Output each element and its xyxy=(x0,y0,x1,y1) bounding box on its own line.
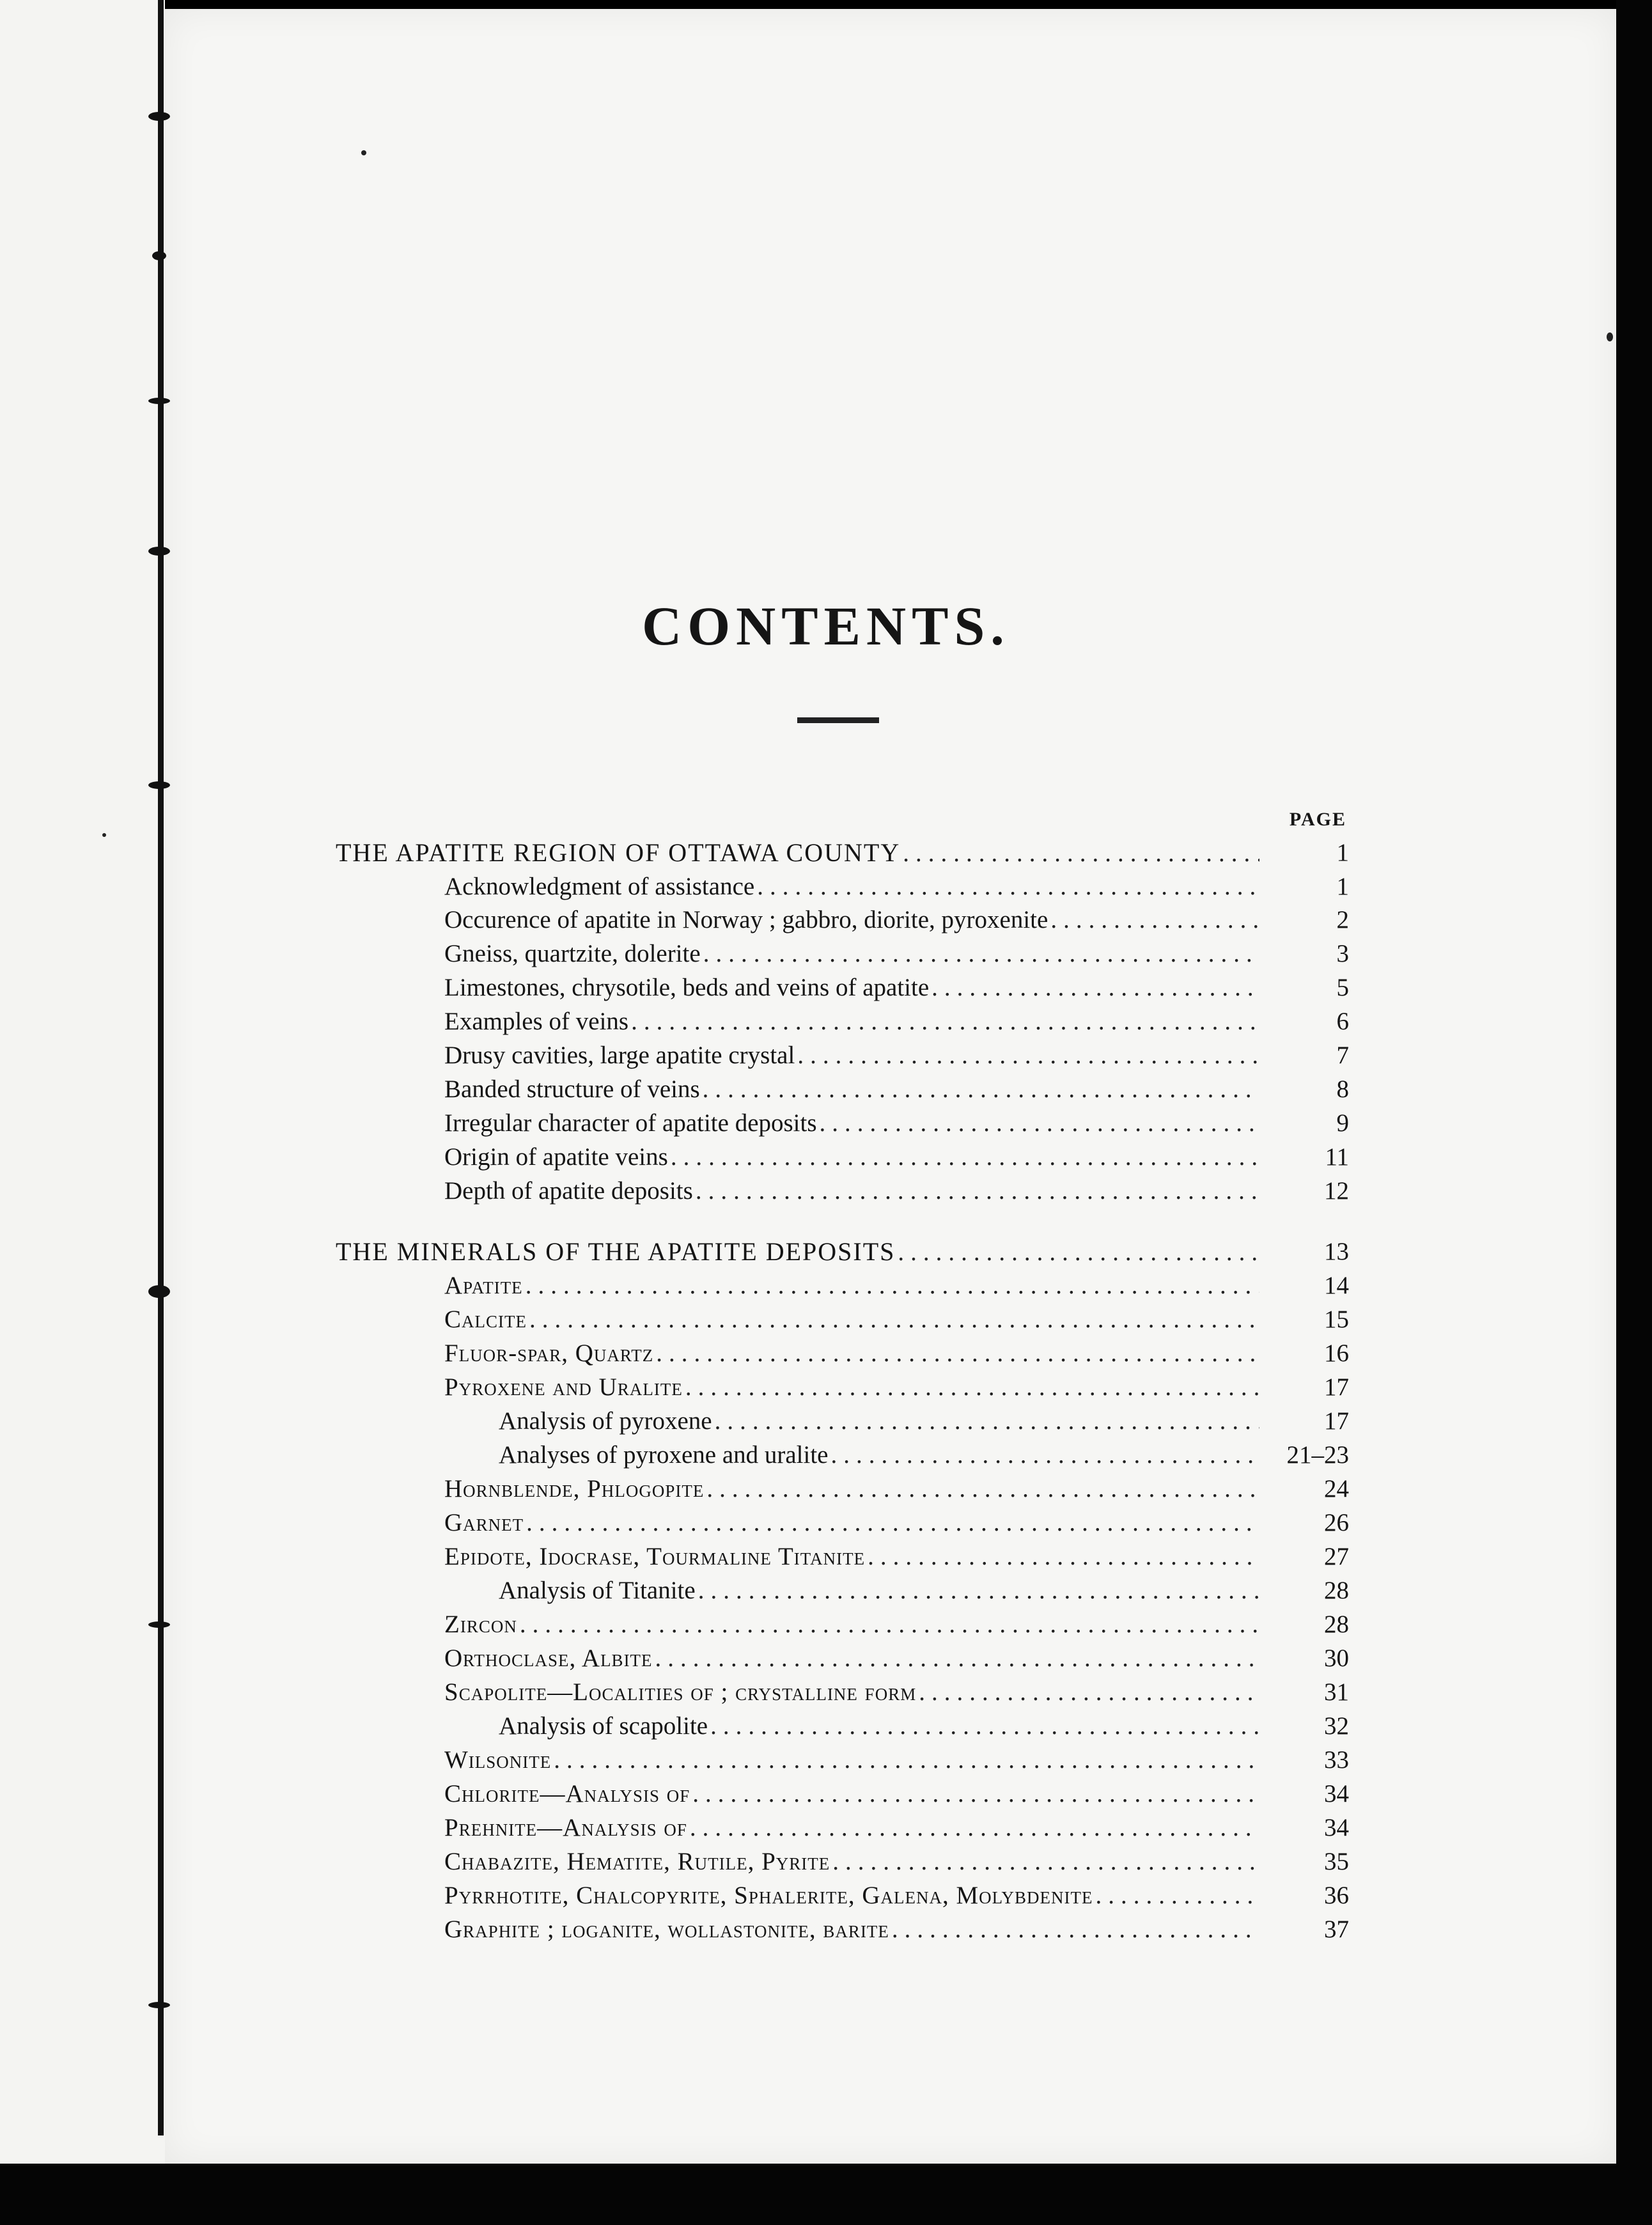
toc-page-number: 21–23 xyxy=(1286,1441,1349,1469)
dot-leader xyxy=(868,1540,1259,1573)
toc-page-number: 1 xyxy=(1336,839,1349,866)
dot-leader xyxy=(656,1337,1259,1370)
dot-leader xyxy=(832,1845,1259,1878)
toc-entry-label: Irregular character of apatite deposits xyxy=(444,1109,817,1137)
toc-entry-label: Pyrrhotite, Chalcopyrite, Sphalerite, Galena, Molybdenite xyxy=(444,1882,1093,1909)
toc-entry xyxy=(444,1506,1349,1540)
toc-page-number: 11 xyxy=(1325,1143,1349,1171)
toc-entry-label: Scapolite—Localities of ; crystalline form xyxy=(444,1678,917,1706)
dot-leader xyxy=(797,1039,1259,1072)
toc-entry-label: Fluor-spar, Quartz xyxy=(444,1339,654,1367)
toc-entry xyxy=(499,1405,1349,1438)
dot-leader xyxy=(554,1744,1259,1777)
toc-entry xyxy=(444,1676,1349,1709)
dot-leader xyxy=(698,1574,1259,1607)
toc-page-number: 1 xyxy=(1336,873,1349,900)
dot-leader xyxy=(919,1676,1259,1709)
toc-entry xyxy=(444,1107,1349,1140)
dot-leader xyxy=(710,1710,1259,1743)
toc-entry xyxy=(444,1811,1349,1845)
dot-leader xyxy=(892,1913,1259,1946)
toc-page-number: 9 xyxy=(1336,1109,1349,1137)
toc-entry-label: Analysis of scapolite xyxy=(499,1712,708,1740)
dot-leader xyxy=(1050,903,1259,937)
dot-leader xyxy=(631,1005,1259,1038)
toc-entry-label: Origin of apatite veins xyxy=(444,1143,668,1171)
toc-entry-label: Chlorite—Analysis of xyxy=(444,1780,690,1807)
toc-entry-label: Pyroxene and Uralite xyxy=(444,1373,683,1401)
toc-entry xyxy=(444,1608,1349,1641)
toc-entry xyxy=(444,1303,1349,1336)
toc-entry xyxy=(499,1439,1349,1472)
toc-page-number: 24 xyxy=(1324,1475,1349,1503)
toc-entry xyxy=(444,1845,1349,1878)
toc-page-number: 36 xyxy=(1324,1882,1349,1909)
toc-section-heading xyxy=(336,836,1349,870)
dot-leader xyxy=(757,870,1259,903)
toc-page-number: 3 xyxy=(1336,940,1349,967)
dot-leader xyxy=(526,1506,1259,1540)
toc-page-number: 12 xyxy=(1324,1177,1349,1205)
dot-leader xyxy=(931,971,1259,1004)
dot-leader xyxy=(903,837,1259,870)
dot-leader xyxy=(715,1405,1259,1438)
toc-entry-label: THE MINERALS OF THE APATITE DEPOSITS xyxy=(336,1237,896,1266)
toc-entry xyxy=(444,1472,1349,1506)
toc-entry-label: Analysis of Titanite xyxy=(499,1577,696,1604)
toc-entry-label: Examples of veins xyxy=(444,1008,629,1035)
toc-entry xyxy=(444,870,1349,903)
toc-entry xyxy=(499,1710,1349,1743)
dot-leader xyxy=(529,1303,1259,1336)
toc-entry xyxy=(444,1337,1349,1370)
toc-entry-label: Apatite xyxy=(444,1272,523,1299)
dot-leader xyxy=(703,937,1259,971)
toc-page-number: 2 xyxy=(1336,906,1349,933)
toc-page-number: 30 xyxy=(1324,1644,1349,1672)
toc-page-number: 16 xyxy=(1324,1339,1349,1367)
toc-entry-label: Occurence of apatite in Norway ; gabbro, diorite, pyroxenite xyxy=(444,906,1048,933)
toc-entry xyxy=(444,1777,1349,1811)
dot-leader xyxy=(1095,1879,1259,1912)
toc-entry-label: THE APATITE REGION OF OTTAWA COUNTY xyxy=(336,838,901,867)
toc-entry-label: Acknowledgment of assistance xyxy=(444,873,755,900)
toc-entry xyxy=(444,1540,1349,1573)
toc-entry xyxy=(444,937,1349,971)
toc-entry xyxy=(444,1141,1349,1174)
dot-leader xyxy=(703,1073,1259,1106)
toc-entry-label: Analyses of pyroxene and uralite xyxy=(499,1441,829,1469)
toc-entry xyxy=(444,1269,1349,1302)
dot-leader xyxy=(898,1236,1259,1269)
dot-leader xyxy=(692,1777,1259,1811)
toc-page-number: 32 xyxy=(1324,1712,1349,1740)
toc-page-number: 15 xyxy=(1324,1306,1349,1333)
toc-entry-label: Prehnite—Analysis of xyxy=(444,1814,687,1841)
toc-entry xyxy=(444,1913,1349,1946)
toc-entry xyxy=(444,1642,1349,1675)
toc-page-number: 5 xyxy=(1336,974,1349,1001)
toc-page-number: 14 xyxy=(1324,1272,1349,1299)
toc-page-number: 37 xyxy=(1324,1916,1349,1943)
toc-page-number: 28 xyxy=(1324,1611,1349,1638)
toc-entry-label: Chabazite, Hematite, Rutile, Pyrite xyxy=(444,1848,830,1875)
toc-section-heading xyxy=(336,1235,1349,1269)
dot-leader xyxy=(820,1107,1259,1140)
toc-entry-label: Analysis of pyroxene xyxy=(499,1407,712,1435)
toc-entry-label: Hornblende, Phlogopite xyxy=(444,1475,705,1503)
toc-entry xyxy=(444,903,1349,937)
dot-leader xyxy=(685,1371,1259,1404)
toc-page-number: 17 xyxy=(1324,1373,1349,1401)
dot-leader xyxy=(696,1175,1259,1208)
toc-entry xyxy=(444,1039,1349,1072)
toc-page-number: 7 xyxy=(1336,1042,1349,1069)
dot-leader xyxy=(831,1439,1260,1472)
toc-entry xyxy=(444,1005,1349,1038)
page-title: CONTENTS. xyxy=(642,595,1010,657)
toc-entry-label: Depth of apatite deposits xyxy=(444,1177,693,1205)
toc-page-number: 13 xyxy=(1324,1238,1349,1265)
dot-leader xyxy=(520,1608,1259,1641)
toc-entry-label: Zircon xyxy=(444,1611,517,1638)
toc-entry-label: Wilsonite xyxy=(444,1746,552,1774)
toc-page-number: 8 xyxy=(1336,1075,1349,1103)
toc-entry-label: Garnet xyxy=(444,1509,524,1536)
toc-page-number: 26 xyxy=(1324,1509,1349,1536)
toc-page-number: 28 xyxy=(1324,1577,1349,1604)
toc-entry-label: Banded structure of veins xyxy=(444,1075,700,1103)
toc-page-number: 34 xyxy=(1324,1814,1349,1841)
dot-leader xyxy=(706,1472,1259,1506)
toc-page-number: 27 xyxy=(1324,1543,1349,1570)
dot-leader xyxy=(655,1642,1259,1675)
toc-entry xyxy=(444,1371,1349,1404)
toc-page-number: 17 xyxy=(1324,1407,1349,1435)
toc-entry xyxy=(444,1744,1349,1777)
toc-entry xyxy=(499,1574,1349,1607)
toc-page-number: 33 xyxy=(1324,1746,1349,1774)
dot-leader xyxy=(526,1269,1259,1302)
dot-leader xyxy=(671,1141,1259,1174)
toc-entry xyxy=(444,1879,1349,1912)
toc-entry xyxy=(444,1175,1349,1208)
toc-page-number: 6 xyxy=(1336,1008,1349,1035)
toc-entry-label: Limestones, chrysotile, beds and veins of apatite xyxy=(444,974,930,1001)
toc-entry-label: Epidote, Idocrase, Tourmaline Titanite xyxy=(444,1543,866,1570)
toc-entry-label: Drusy cavities, large apatite crystal xyxy=(444,1042,795,1069)
toc-page-number: 31 xyxy=(1324,1678,1349,1706)
toc-entry-label: Gneiss, quartzite, dolerite xyxy=(444,940,701,967)
toc-entry xyxy=(444,971,1349,1004)
page-column-heading: PAGE xyxy=(1289,809,1346,830)
toc-page-number: 35 xyxy=(1324,1848,1349,1875)
dot-leader xyxy=(690,1811,1259,1845)
toc-page-number: 34 xyxy=(1324,1780,1349,1807)
toc-entry-label: Calcite xyxy=(444,1306,527,1333)
toc-entry xyxy=(444,1073,1349,1106)
toc-entry-label: Orthoclase, Albite xyxy=(444,1644,653,1672)
toc-entry-label: Graphite ; loganite, wollastonite, barite xyxy=(444,1916,889,1943)
